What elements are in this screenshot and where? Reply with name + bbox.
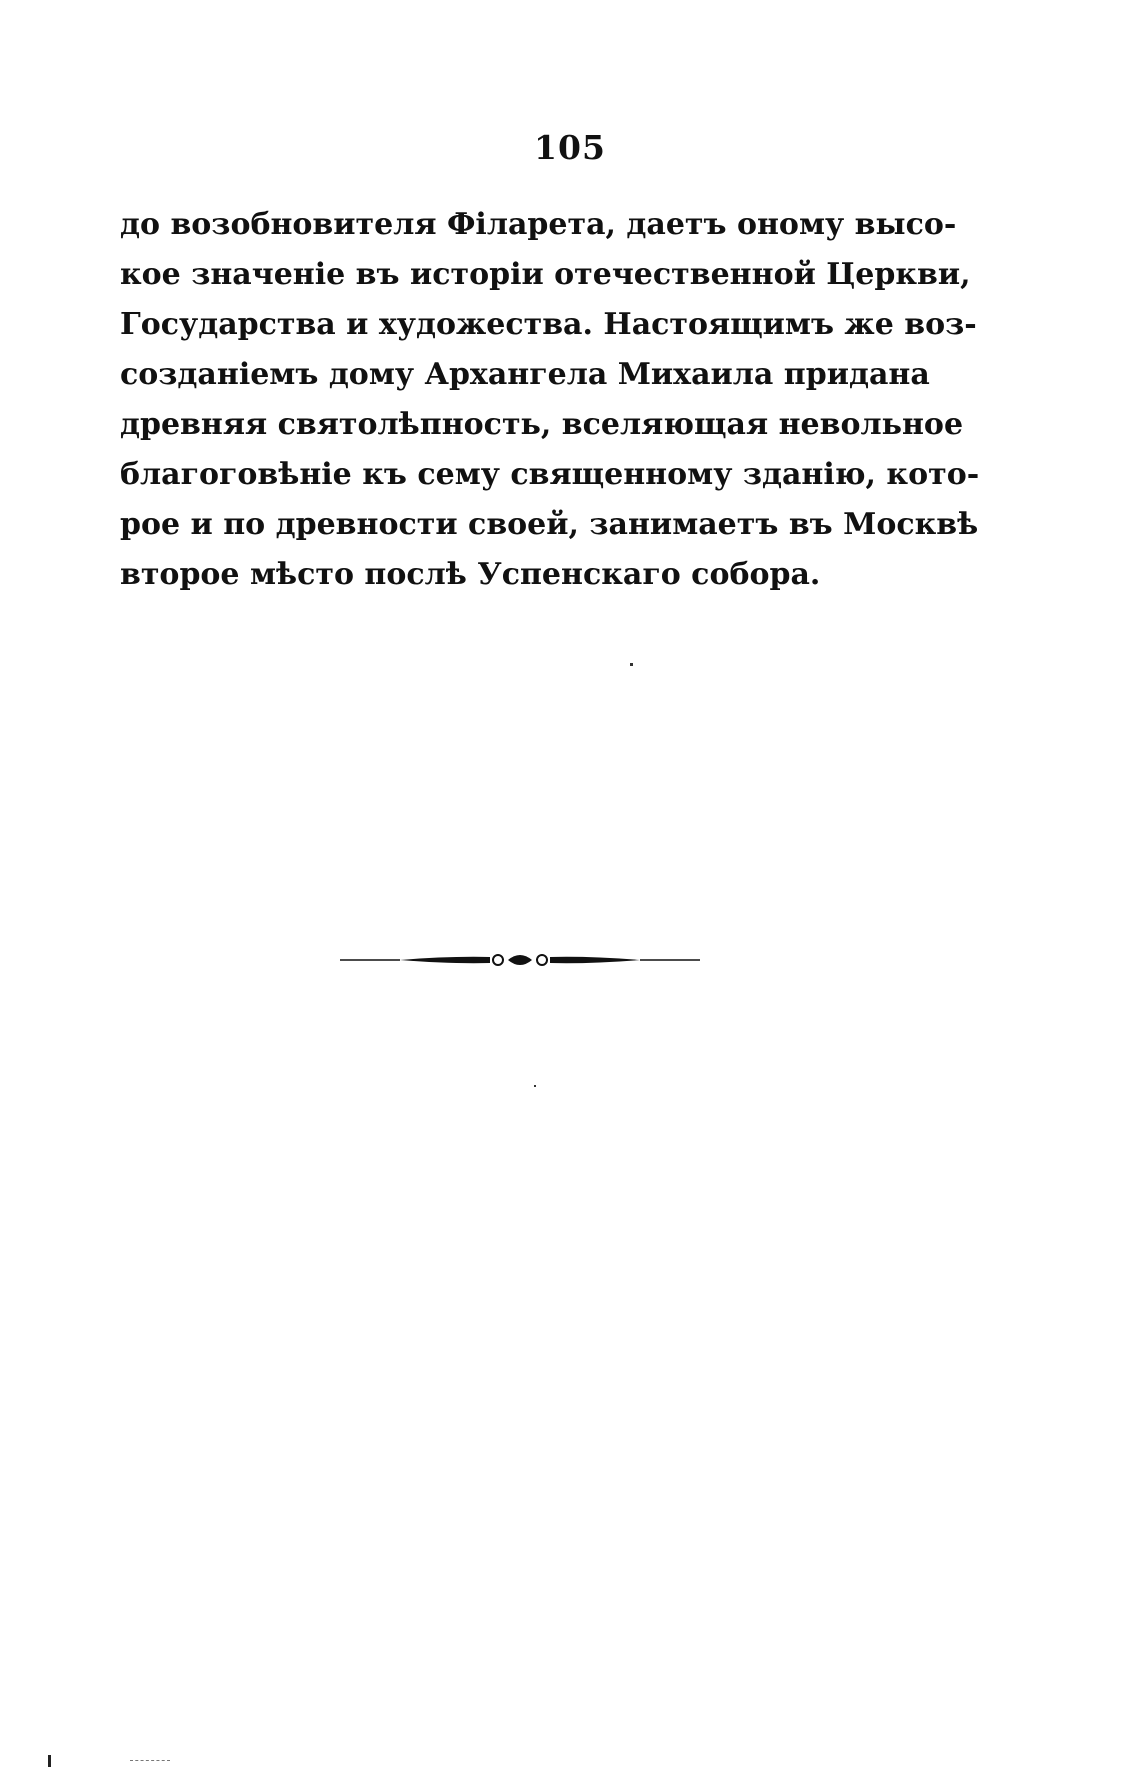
- text-line: древняя святолѣпность, вселяющая невольное: [120, 407, 964, 442]
- text-line: до возобновителя Філарета, даетъ оному высо-: [120, 207, 957, 242]
- text-line-last: второе мѣсто послѣ Успенскаго собора.: [120, 557, 821, 592]
- decorative-rule-ornament-icon: [340, 948, 700, 972]
- text-line: кое значеніе въ исторіи отечественной Церкви,: [120, 257, 971, 292]
- text-line: созданіемъ дому Архангела Михаила придана: [120, 357, 930, 392]
- scan-edge-mark: [48, 1755, 51, 1767]
- text-line: рое и по древности своей, занимаетъ въ Москвѣ: [120, 507, 979, 542]
- text-line: благоговѣніе къ сему священному зданію, кото-: [120, 457, 980, 492]
- page-number: 105: [534, 128, 606, 167]
- print-speck: [534, 1085, 536, 1087]
- scan-edge-dash: [130, 1760, 170, 1761]
- body-paragraph: [120, 200, 980, 600]
- text-line: Государства и художества. Настоящимъ же воз-: [120, 307, 977, 342]
- print-speck: [630, 663, 633, 666]
